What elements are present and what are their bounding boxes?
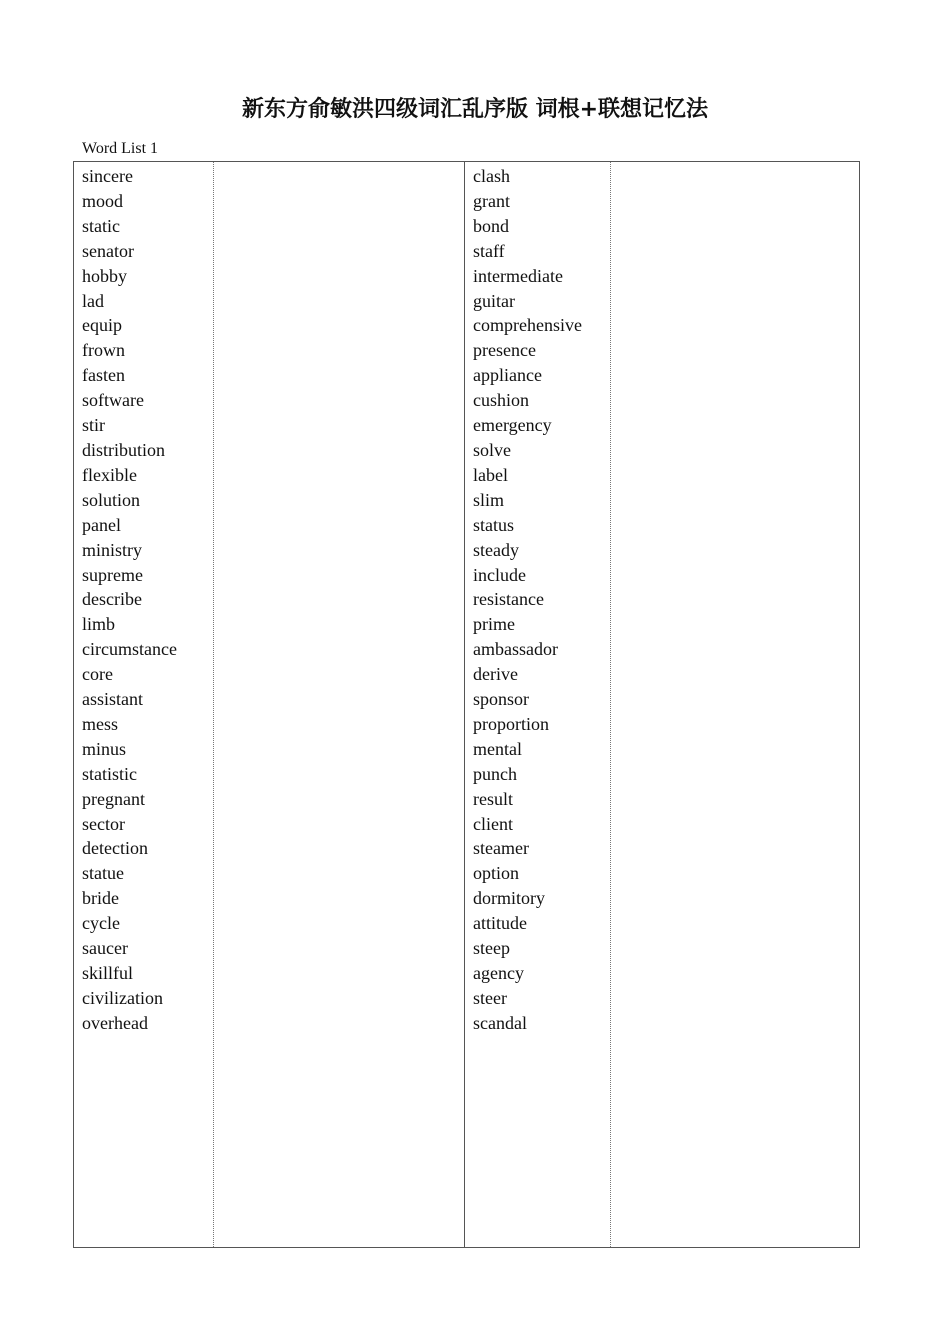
word-entry: static <box>82 215 120 236</box>
word-entry: steer <box>473 987 507 1008</box>
word-entry: statistic <box>82 763 137 784</box>
word-entry: mental <box>473 738 522 759</box>
word-entry: equip <box>82 315 122 336</box>
word-entry: steep <box>473 938 510 959</box>
word-entry: supreme <box>82 564 143 585</box>
word-entry: flexible <box>82 464 137 485</box>
word-entry: prime <box>473 614 515 635</box>
word-table <box>73 161 860 1248</box>
word-entry: steady <box>473 539 519 560</box>
word-entry: assistant <box>82 689 143 710</box>
word-entry: limb <box>82 614 116 635</box>
word-entry: sector <box>82 813 125 834</box>
word-entry: grant <box>473 190 510 211</box>
word-entry: detection <box>82 838 148 859</box>
word-entry: agency <box>473 963 524 983</box>
word-entry: result <box>473 788 513 809</box>
word-entry: fasten <box>82 365 125 386</box>
word-entry: intermediate <box>473 265 563 286</box>
word-entry: steamer <box>473 838 529 859</box>
word-entry: ministry <box>82 539 143 560</box>
word-entry: emergency <box>473 415 552 436</box>
right-word-column <box>473 164 582 1036</box>
word-entry: cushion <box>473 390 529 411</box>
word-entry: mood <box>82 190 124 211</box>
word-entry: pregnant <box>82 788 145 809</box>
word-entry: civilization <box>82 987 163 1008</box>
word-entry: label <box>473 464 508 485</box>
word-entry: appliance <box>473 365 542 386</box>
word-entry: describe <box>82 589 142 610</box>
word-entry: sincere <box>82 166 133 186</box>
word-entry: solution <box>82 489 141 510</box>
word-entry: panel <box>82 514 121 535</box>
word-entry: hobby <box>82 265 127 286</box>
word-entry: lad <box>82 290 104 311</box>
word-entry: stir <box>82 415 106 436</box>
word-entry: scandal <box>473 1012 527 1033</box>
word-entry: frown <box>82 340 125 361</box>
word-entry: presence <box>473 340 536 361</box>
left-word-column <box>82 164 177 1036</box>
word-entry: bride <box>82 888 119 909</box>
word-entry: client <box>473 813 513 834</box>
word-entry: status <box>473 514 515 535</box>
word-entry: staff <box>473 240 505 261</box>
word-entry: derive <box>473 664 518 685</box>
right-notes-divider <box>610 162 611 1247</box>
word-entry: include <box>473 564 526 585</box>
word-entry: clash <box>473 166 510 186</box>
word-entry: proportion <box>473 713 549 734</box>
word-entry: attitude <box>473 913 527 934</box>
word-entry: resistance <box>473 589 544 610</box>
center-divider <box>464 162 465 1247</box>
word-entry: software <box>82 390 144 411</box>
word-entry: statue <box>82 863 124 884</box>
word-entry: skillful <box>82 963 134 983</box>
word-entry: distribution <box>82 439 166 460</box>
word-entry: guitar <box>473 290 515 311</box>
word-entry: overhead <box>82 1012 148 1033</box>
word-entry: minus <box>82 738 127 759</box>
word-entry: core <box>82 664 113 685</box>
left-notes-divider <box>213 162 214 1247</box>
word-entry: punch <box>473 763 517 784</box>
word-entry: senator <box>82 240 134 261</box>
word-entry: option <box>473 863 520 884</box>
word-entry: comprehensive <box>473 315 582 336</box>
word-entry: ambassador <box>473 639 558 660</box>
word-entry: slim <box>473 489 505 510</box>
word-entry: cycle <box>82 913 120 934</box>
word-entry: sponsor <box>473 689 530 710</box>
word-entry: solve <box>473 439 511 460</box>
word-list-caption: Word List 1 <box>82 140 159 157</box>
word-entry: circumstance <box>82 639 177 660</box>
word-entry: saucer <box>82 938 128 959</box>
word-entry: dormitory <box>473 888 545 909</box>
word-entry: mess <box>82 713 118 734</box>
page-title: 新东方俞敏洪四级词汇乱序版 词根+联想记忆法 <box>241 97 709 122</box>
word-entry: bond <box>473 215 509 236</box>
